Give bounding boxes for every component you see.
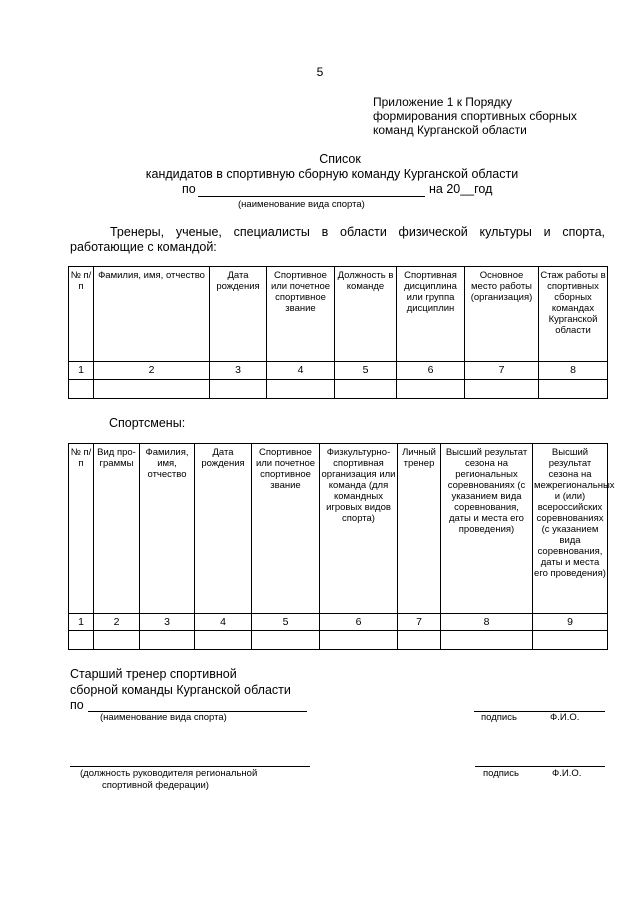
document-subtitle: кандидатов в спортивную сборную команду Курганской области [145, 167, 519, 181]
athletes-header-row [69, 444, 608, 614]
position-caption-line-1: (должность руководителя региональной [80, 768, 258, 779]
number-cell: 2 [94, 614, 140, 631]
coach-sport-caption: (наименование вида спорта) [100, 712, 227, 723]
coaches-intro-line-2: работающие с командой: [70, 240, 217, 254]
header-cell: Фамилия, имя, отчество [94, 267, 210, 362]
header-cell: Дата рождения [195, 444, 252, 614]
header-cell: Спортивная дисциплина или группа дисциплин [397, 267, 465, 362]
coaches-header-row [69, 267, 608, 362]
number-cell: 4 [267, 362, 335, 380]
appendix-line-1: Приложение 1 к Порядку [373, 95, 513, 109]
number-cell: 4 [195, 614, 252, 631]
header-cell: Спортивное или почетное спортивное звание [267, 267, 335, 362]
number-cell: 2 [94, 362, 210, 380]
coaches-number-row [69, 362, 608, 380]
appendix-line-3: команд Курганской области [373, 123, 527, 137]
position-caption-line-2: спортивной федерации) [102, 780, 209, 791]
athletes-table [68, 443, 615, 650]
number-cell: 9 [533, 614, 608, 631]
athletes-intro: Спортсмены: [109, 416, 186, 430]
number-cell: 3 [210, 362, 267, 380]
header-cell: № п/п [69, 267, 94, 362]
number-cell: 6 [320, 614, 398, 631]
header-cell: Личный тренер [398, 444, 441, 614]
number-cell: 8 [539, 362, 608, 380]
number-cell: 5 [252, 614, 320, 631]
sport-name-line [198, 196, 425, 197]
number-cell: 1 [69, 614, 94, 631]
athletes-empty-row [69, 631, 608, 650]
header-cell: Вид про-граммы [94, 444, 140, 614]
appendix-line-2: формирования спортивных сборных [373, 109, 577, 123]
document-title: Список [319, 152, 361, 166]
number-cell: 5 [335, 362, 397, 380]
federation-name-label: Ф.И.О. [552, 768, 582, 779]
coaches-table [68, 266, 608, 399]
athletes-number-row [69, 614, 608, 631]
header-cell: Высший результат сезона на региональных соревнованиях (с указанием вида соревнования, даты и места его проведения) [441, 444, 533, 614]
federation-signature-label: подпись [483, 768, 519, 779]
header-cell: Стаж работы в спортивных сборных командах Курганской области [539, 267, 608, 362]
number-cell: 7 [465, 362, 539, 380]
header-cell: Должность в команде [335, 267, 397, 362]
header-cell: Высший результат сезона на межрегиональных и (или) всероссийских соревнованиях (с указанием вида соревнования, даты и места его проведения) [533, 444, 608, 614]
coach-name-label: Ф.И.О. [550, 712, 580, 723]
coaches-intro-line-1: Тренеры, ученые, специалисты в области физической культуры и спорта, [110, 225, 605, 239]
header-cell: Основное место работы (организация) [465, 267, 539, 362]
number-cell: 6 [397, 362, 465, 380]
coach-title-line-2: сборной команды Курганской области [70, 683, 291, 697]
title-po: по [182, 182, 196, 196]
title-year: на 20__год [429, 182, 493, 196]
header-cell: № п/п [69, 444, 94, 614]
federation-head-line [70, 766, 310, 767]
federation-signature-line [475, 766, 605, 767]
number-cell: 1 [69, 362, 94, 380]
header-cell: Фамилия, имя, отчество [140, 444, 195, 614]
coach-title-line-1: Старший тренер спортивной [70, 667, 237, 681]
number-cell: 3 [140, 614, 195, 631]
header-cell: Спортивное или почетное спортивное звание [252, 444, 320, 614]
header-cell: Физкультурно-спортивная организация или команда (для командных игровых видов спорта) [320, 444, 398, 614]
number-cell: 8 [441, 614, 533, 631]
sport-name-caption: (наименование вида спорта) [238, 199, 365, 210]
coach-po: по [70, 698, 84, 712]
header-cell: Дата рождения [210, 267, 267, 362]
appendix-note [373, 95, 577, 137]
coach-signature-label: подпись [481, 712, 517, 723]
coaches-empty-row [69, 380, 608, 399]
page-number: 5 [316, 65, 324, 79]
number-cell: 7 [398, 614, 441, 631]
